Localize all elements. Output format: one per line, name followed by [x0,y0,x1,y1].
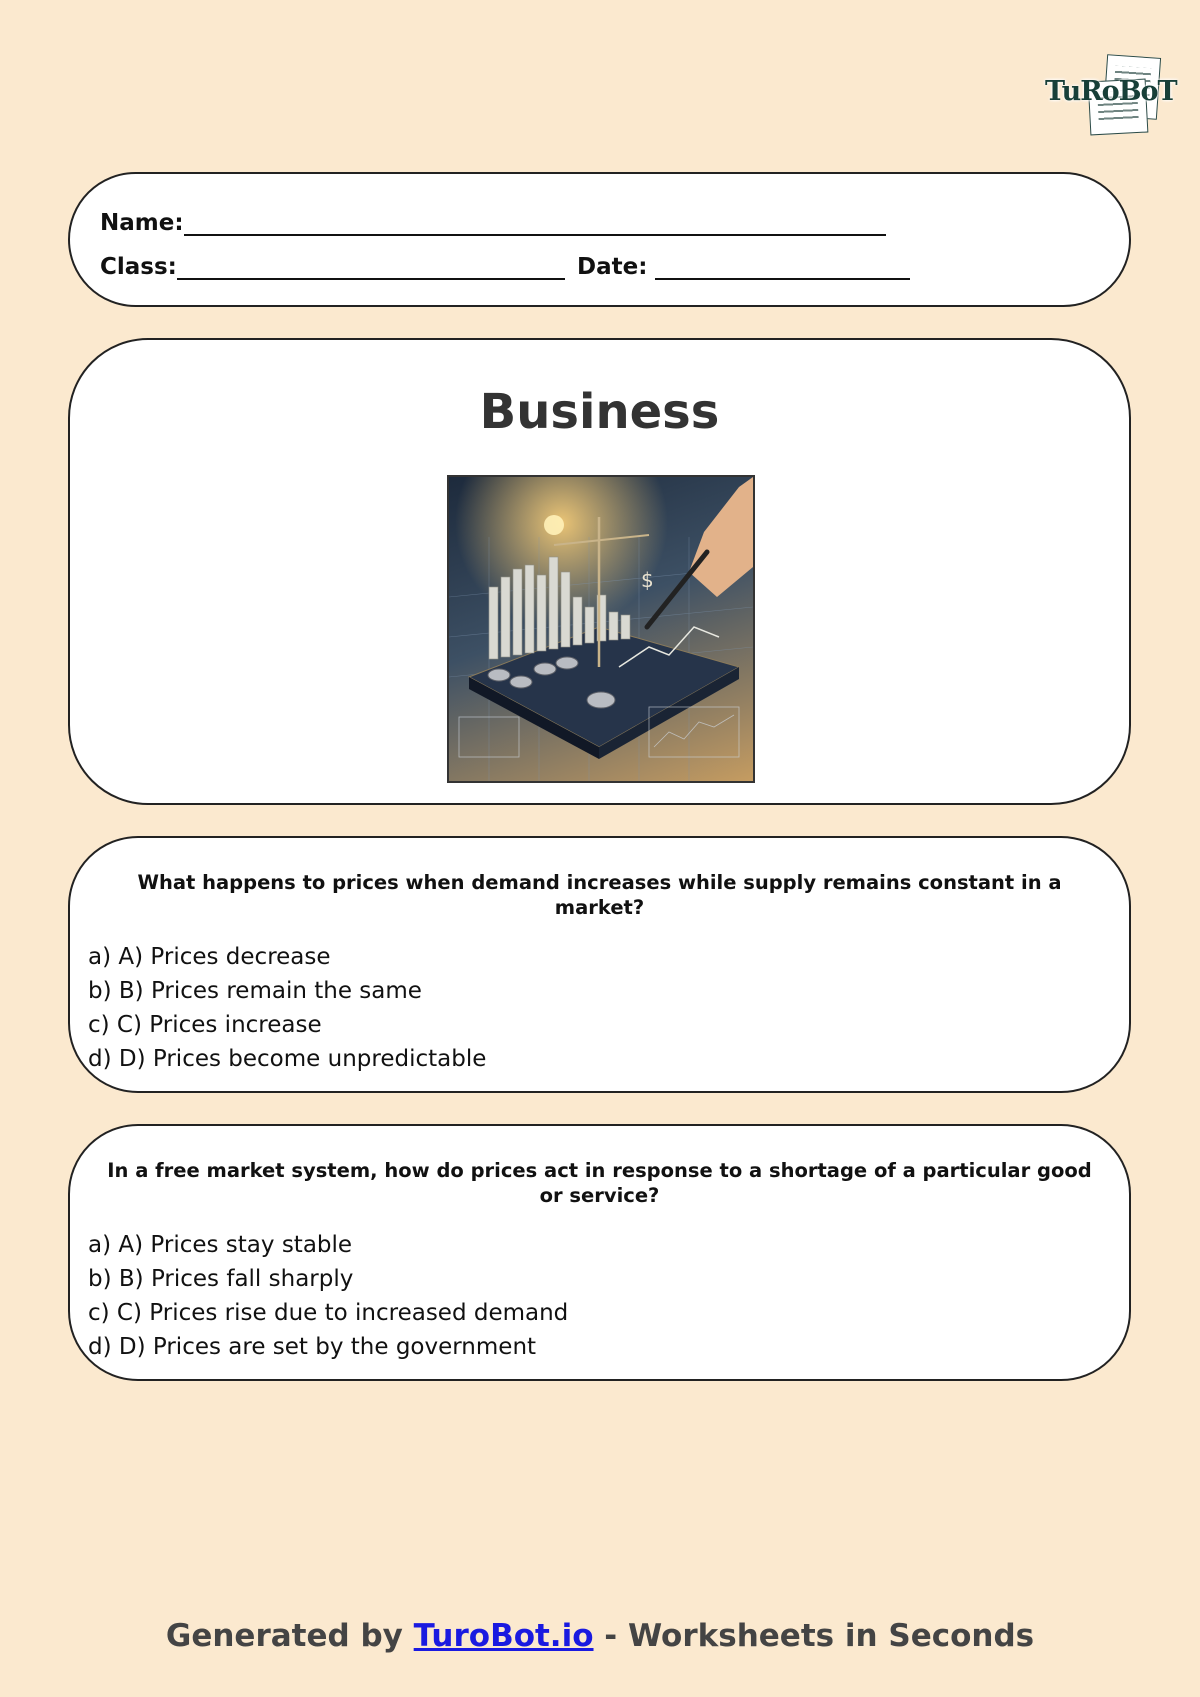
svg-text:$: $ [641,568,654,592]
worksheet-title: Business [479,384,720,440]
answer-option[interactable]: c) C) Prices increase [88,1012,322,1038]
footer-credit [0,1618,1200,1654]
name-label: Name: [100,210,184,236]
question-card [68,1124,1131,1381]
answer-option[interactable]: c) C) Prices rise due to increased demand [88,1300,569,1326]
turobot-logo [1045,52,1177,138]
name-field [100,210,886,236]
answer-option[interactable]: d) D) Prices become unpredictable [88,1046,487,1072]
business-illustration-icon [447,475,755,783]
turobot-link[interactable]: TuroBot.io [413,1618,594,1654]
class-field [100,254,565,280]
answer-option[interactable]: a) A) Prices stay stable [88,1232,353,1258]
class-blank[interactable] [177,254,565,280]
answer-option[interactable]: a) A) Prices decrease [88,944,331,970]
date-label: Date: [577,254,648,280]
answer-option[interactable]: d) D) Prices are set by the government [88,1334,537,1360]
date-blank[interactable] [655,254,910,280]
answer-options [88,940,486,1076]
answer-options [88,1228,568,1364]
date-field [577,254,910,280]
footer-prefix: Generated by [165,1618,414,1654]
question-text: What happens to prices when demand increases while supply remains constant in a market? [137,871,1062,919]
name-blank[interactable] [184,210,886,236]
logo-wordmark: TuRoBoT [1045,76,1177,107]
answer-option[interactable]: b) B) Prices fall sharply [88,1266,354,1292]
class-label: Class: [100,254,177,280]
question-text: In a free market system, how do prices act in response to a shortage of a particular good or service? [107,1159,1092,1207]
answer-option[interactable]: b) B) Prices remain the same [88,978,422,1004]
title-card [68,338,1131,805]
student-info-card [68,172,1131,307]
footer-suffix: - Worksheets in Seconds [593,1618,1035,1654]
question-card [68,836,1131,1093]
